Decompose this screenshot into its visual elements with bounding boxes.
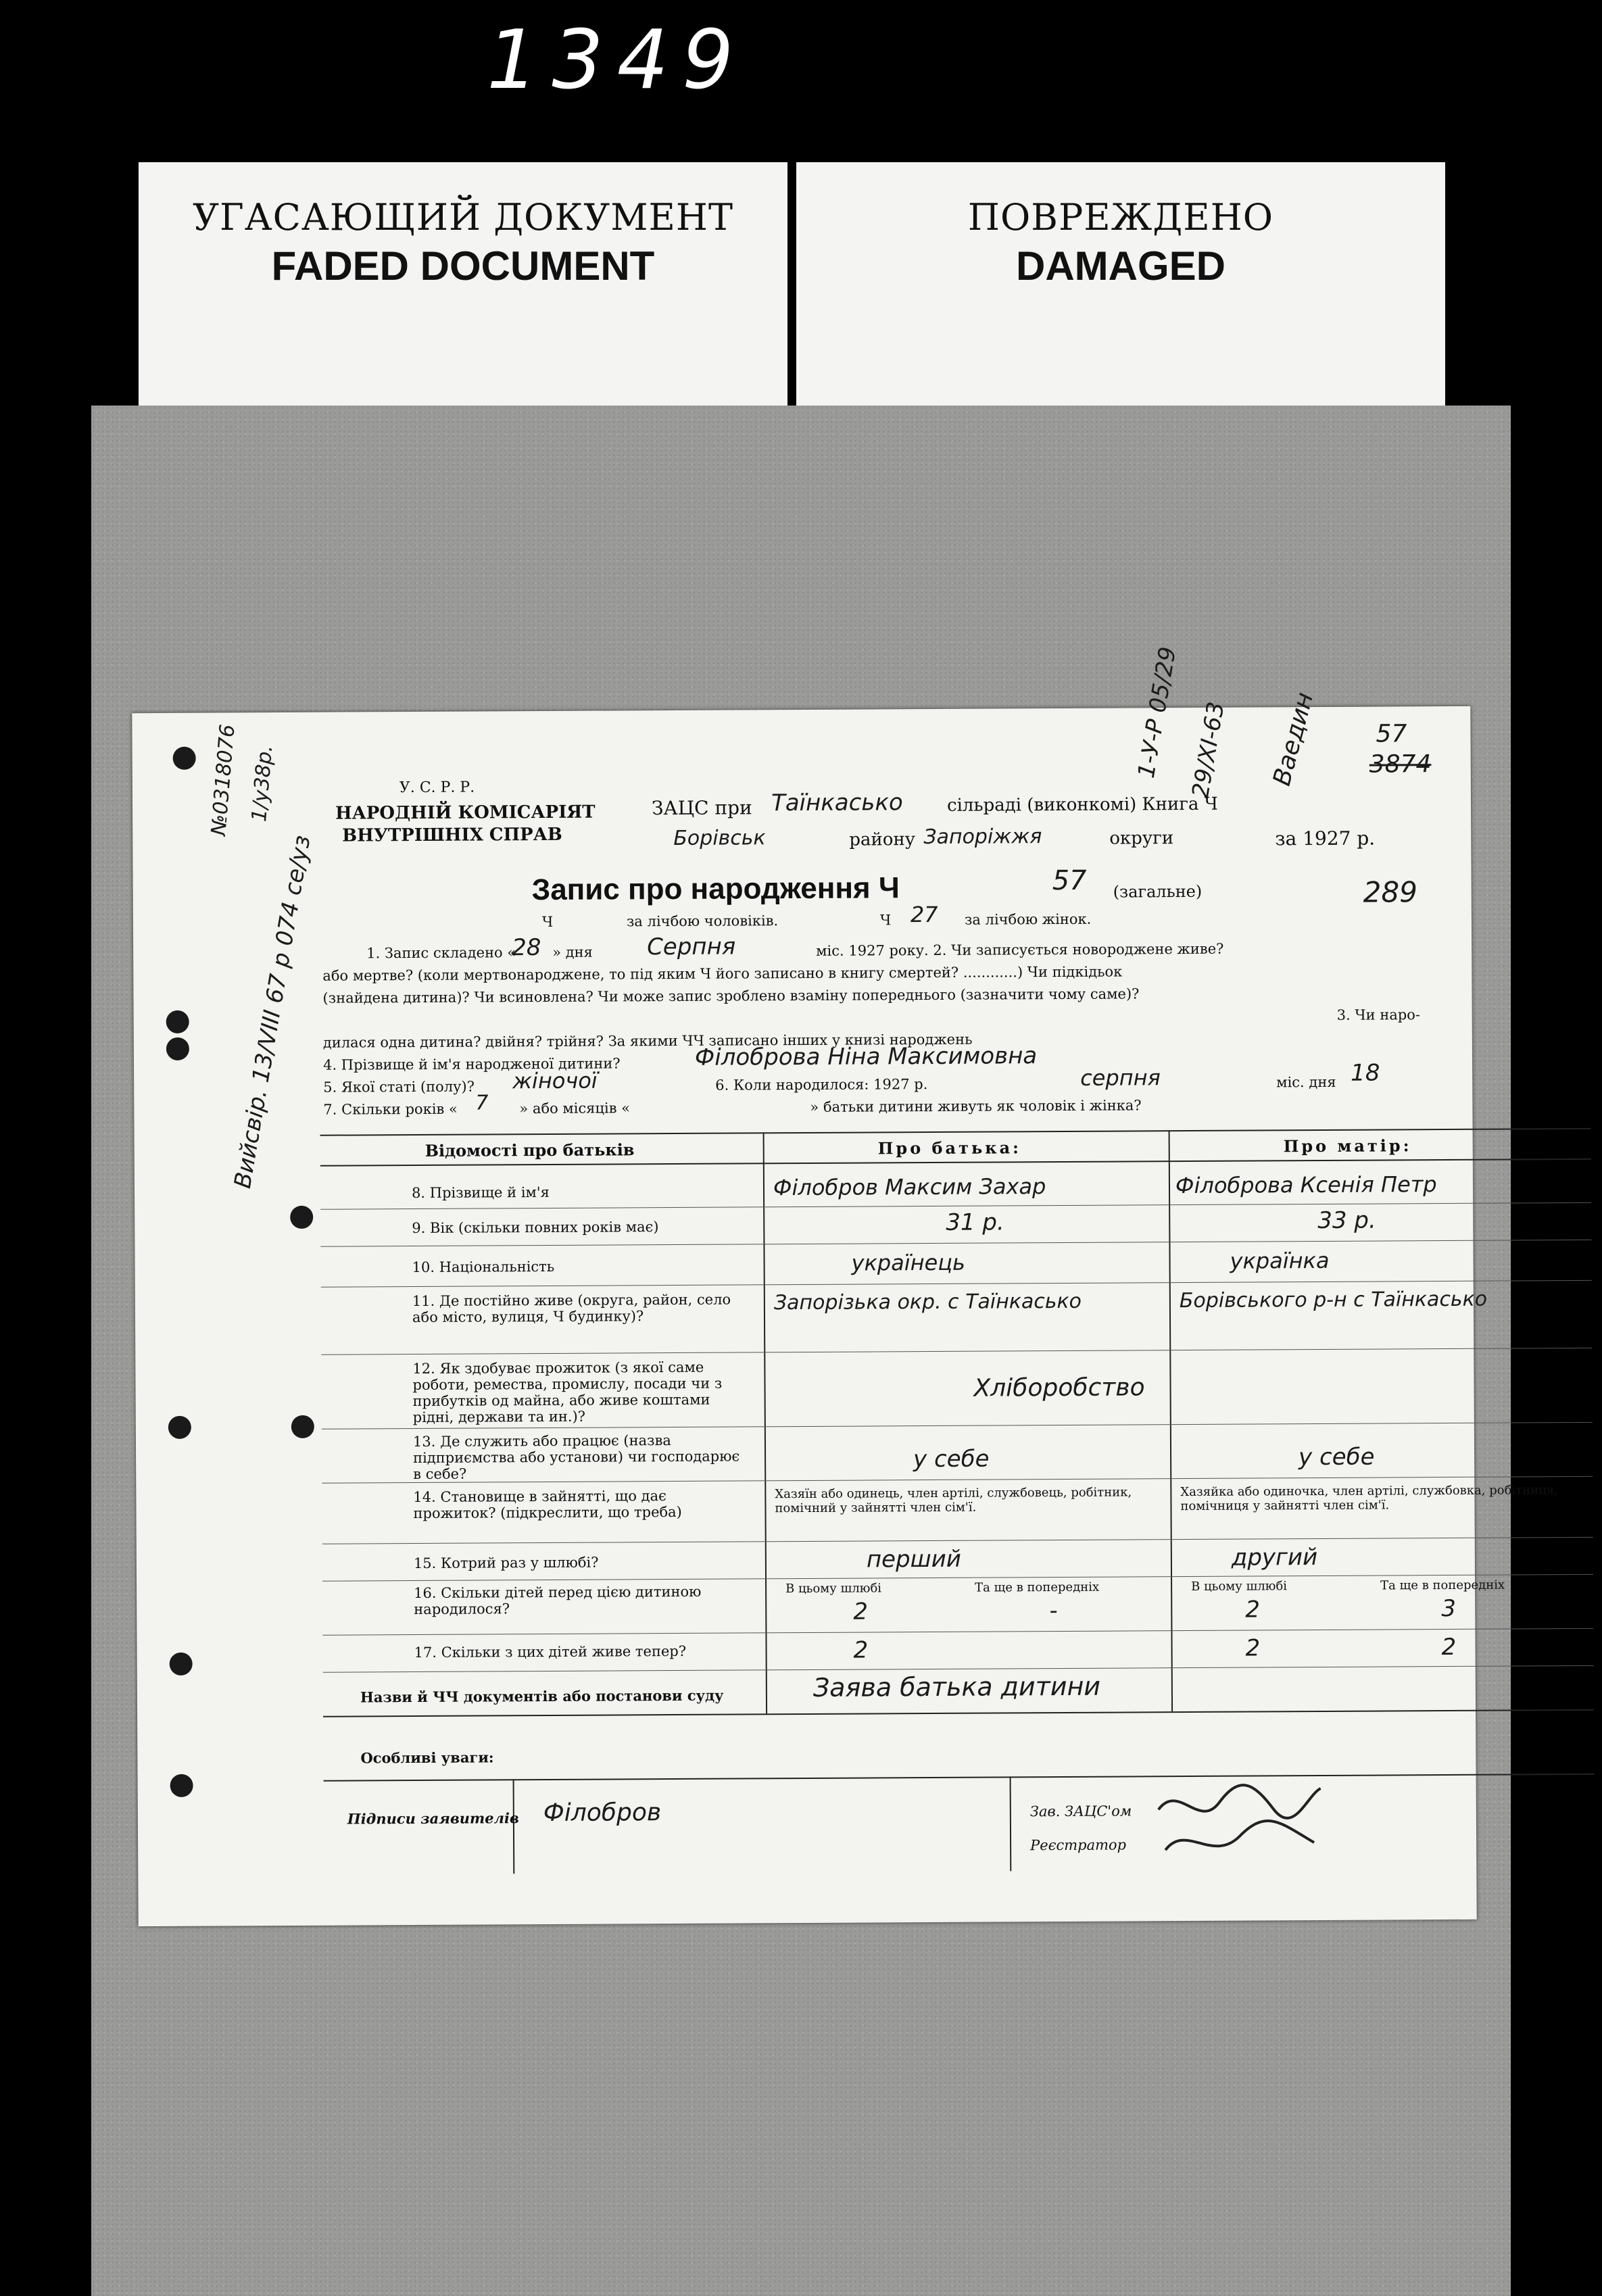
raion-handwritten: Борівськ [673, 826, 766, 851]
col-info-header: Відомості про батьків [424, 1140, 635, 1161]
item-6-end: міс. дня [1276, 1073, 1336, 1091]
row-label: 17. Скільки з цих дітей живе тепер? [414, 1642, 687, 1661]
signature-handwritten: Філобров [543, 1799, 662, 1828]
row-label: 9. Вік (скільки повних років має) [412, 1219, 659, 1237]
mother-residence: Борівського р-н с Таїнкасько [1179, 1287, 1488, 1313]
children-born: - [1049, 1597, 1058, 1625]
corner-note: 29/XI-63 [1186, 700, 1230, 800]
doc-number-note: №0318076 [207, 723, 240, 837]
children-alive: 2 [1245, 1634, 1261, 1662]
birth-month-handwritten: серпня [1080, 1065, 1161, 1091]
corner-note: 57 [1376, 720, 1407, 748]
commissariat-label: ВНУТРІШНІХ СПРАВ [342, 824, 562, 846]
footer-col-rule [1010, 1776, 1012, 1871]
father-residence: Запорізька окр. с Таїнкасько [773, 1289, 1082, 1315]
item-1e: (знайдена дитина)? Чи всиновлена? Чи може запис зроблено взаміну попереднього (зазначити чому саме)? [322, 985, 1140, 1006]
men-count-label: за лічбою чоловіків. [626, 912, 779, 930]
row-label: 10. Національність [412, 1258, 555, 1276]
sub-header: В цьому шлюбі [785, 1581, 882, 1596]
punch-hole [168, 1416, 191, 1439]
women-count-label: за лічбою жінок. [964, 910, 1092, 928]
selrada-label: сільраді (виконкомі) Книга Ч [946, 793, 1218, 816]
documents-handwritten: Заява батька дитини [812, 1671, 1101, 1703]
item-7b: » або місяців « [519, 1100, 631, 1117]
men-prefix: Ч [541, 913, 554, 931]
col-mother-header: Про матір: [1283, 1135, 1412, 1156]
corner-note: 3874 [1369, 750, 1432, 779]
month-handwritten: Серпня [647, 933, 736, 961]
okruga-label: округи [1109, 828, 1174, 849]
table-col-rule [763, 1132, 768, 1713]
child-name-handwritten: Філоброва Ніна Максимовна [694, 1042, 1038, 1071]
item-4: 4. Прізвище й ім'я народженої дитини? [322, 1055, 621, 1073]
children-alive: 2 [1441, 1633, 1457, 1661]
children-born: 3 [1441, 1594, 1457, 1623]
head-label: Зав. ЗАЦС'ом [1029, 1803, 1132, 1820]
corner-note: 289 [1363, 875, 1418, 909]
years-handwritten: 7 [475, 1091, 489, 1115]
row-label: 15. Котрий раз у шлюбі? [413, 1554, 599, 1572]
day-handwritten: 28 [512, 934, 541, 962]
father-status-options: Хазяїн або одинець, член артілі, службовець, робітник, помічний у зайнятті член сім'ї. [775, 1485, 1132, 1516]
mother-age: 33 р. [1317, 1206, 1376, 1235]
punch-hole [166, 1037, 189, 1060]
row-rule [322, 1628, 1593, 1636]
women-prefix: Ч [879, 912, 892, 929]
table-top-rule [320, 1128, 1591, 1136]
row-label: 8. Прізвище й ім'я [411, 1183, 550, 1202]
item-1: 1. Запис складено « [366, 944, 516, 962]
frame-number: 1349 [487, 14, 748, 107]
mother-marriage-count: другий [1231, 1544, 1318, 1571]
mother-nationality: українка [1230, 1247, 1330, 1274]
occupation: Хліборобство [973, 1373, 1145, 1402]
item-7c: » батьки дитини живуть як чоловік і жінка? [810, 1097, 1142, 1115]
sub-header: Та ще в попередніх [1380, 1578, 1505, 1593]
official-signature-scribble [1152, 1775, 1328, 1870]
father-workplace: у себе [913, 1445, 990, 1473]
damaged-tag [796, 162, 1445, 406]
tag-ru: ПОВРЕЖДЕНО [967, 196, 1274, 239]
sub-header: Та ще в попередніх [975, 1580, 1100, 1595]
zags-prefix: ЗАЦС при [651, 796, 752, 820]
col-father-header: Про батька: [877, 1138, 1022, 1158]
item-1d: або мертве? (коли мертвонароджене, то під яким Ч його записано в книгу смертей? ............) Чи підкідьок [322, 963, 1123, 984]
punch-hole [173, 747, 196, 770]
okruga-handwritten: Запоріжжя [923, 825, 1042, 850]
father-nationality: українець [851, 1249, 966, 1276]
corner-note: 1-У-Р 05/29 [1132, 645, 1182, 781]
tag-en: DAMAGED [1016, 243, 1225, 289]
mother-name: Філоброва Ксенія Петр [1175, 1171, 1437, 1199]
father-marriage-count: перший [866, 1545, 962, 1573]
punch-hole [170, 1653, 193, 1676]
sex-handwritten: жіночої [512, 1067, 598, 1094]
row-label: 14. Становище в зайнятті, що дає прожиток? (підкреслити, що треба) [413, 1488, 682, 1522]
record-general: (загальне) [1113, 881, 1203, 902]
table-col-rule [1169, 1130, 1173, 1711]
side-note: Вийсвір. 13/VIII 67 р 074 се/уз [228, 833, 316, 1191]
children-alive: 2 [853, 1636, 869, 1664]
father-age: 31 р. [946, 1208, 1004, 1236]
mother-workplace: у себе [1298, 1443, 1375, 1471]
record-title: Запис про народження Ч [531, 871, 900, 907]
row-label: 12. Як здобуває прожиток (з якої саме роботи, ремества, промислу, посади чи з прибутків од майна, або живе коштами рідні, держави та ин.)? [412, 1359, 723, 1426]
commissariat-label: НАРОДНІЙ КОМІСАРІЯТ [335, 802, 596, 824]
year-label: за 1927 р. [1275, 827, 1376, 850]
punch-hole [166, 1010, 189, 1033]
special-notes-label: Особливі уваги: [360, 1749, 494, 1767]
zags-handwritten: Таїнкасько [771, 789, 903, 817]
item-6: 6. Коли народилося: 1927 р. [715, 1076, 928, 1094]
women-number: 27 [910, 901, 938, 928]
documents-label: Назви й ЧЧ документів або постанови суду [360, 1686, 724, 1706]
children-born: 2 [1245, 1596, 1261, 1623]
mother-status-options: Хазяйка або одиночка, член артілі, службовка, робітниця, помічниця у зайнятті член сім'ї. [1180, 1483, 1558, 1514]
registrar-label: Реєстратор [1030, 1836, 1127, 1854]
tag-en: FADED DOCUMENT [271, 243, 655, 289]
row-rule [322, 1537, 1593, 1544]
birth-record-card [132, 645, 1558, 1926]
documents-rule [323, 1709, 1594, 1717]
item-1c: міс. 1927 року. 2. Чи записується новороджене живе? [816, 940, 1224, 959]
children-born: 2 [853, 1598, 869, 1626]
row-label: 13. Де служить або працює (назва підприємства або установи) чи господарює в себе? [412, 1432, 740, 1483]
item-7: 7. Скільки років « [323, 1100, 458, 1118]
father-name: Філобров Максим Захар [773, 1173, 1046, 1201]
item-5: 5. Якої статі (полу)? [323, 1078, 475, 1096]
punch-hole [170, 1774, 193, 1797]
birth-day-handwritten: 18 [1351, 1059, 1380, 1087]
item-1b: » дня [552, 944, 593, 960]
corner-note: Ваедин [1267, 689, 1319, 789]
date-note: 1/у38р. [247, 743, 278, 823]
item-3: 3. Чи наро- [1336, 1006, 1421, 1023]
tag-ru: УГАСАЮЩИЙ ДОКУМЕНТ [192, 196, 734, 239]
row-rule [321, 1280, 1592, 1288]
row-rule [321, 1348, 1592, 1355]
faded-document-tag [139, 162, 787, 406]
punch-hole [291, 1415, 314, 1438]
ussr-label: У. С. Р. Р. [399, 779, 475, 797]
sub-header: В цьому шлюбі [1191, 1579, 1288, 1594]
raion-label: району [849, 829, 916, 850]
row-rule [320, 1240, 1591, 1247]
row-label: 11. Де постійно живе (округа, район, село або місто, вулиця, Ч будинку)? [412, 1291, 731, 1326]
row-label: 16. Скільки дітей перед цією дитиною народилося? [414, 1583, 702, 1618]
record-number: 57 [1052, 864, 1087, 897]
punch-hole [290, 1206, 313, 1229]
item-3b: дилася одна дитина? двійня? трійня? За якими ЧЧ записано інших у книзі народжень [322, 1031, 973, 1051]
signatures-label: Підписи заявителів [347, 1809, 519, 1828]
